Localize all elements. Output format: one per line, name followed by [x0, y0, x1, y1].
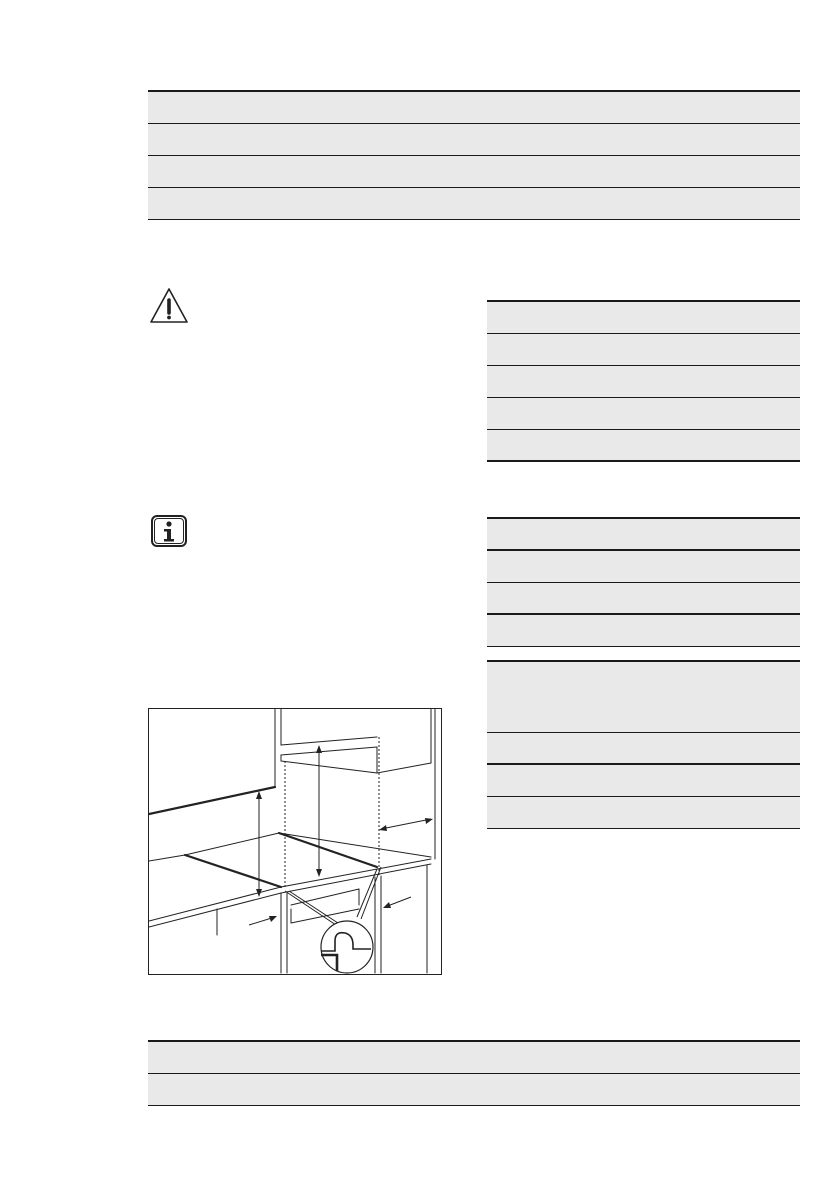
table-row [487, 765, 800, 797]
right-table-3 [487, 660, 800, 829]
table-row [487, 366, 800, 398]
table-row [148, 124, 800, 156]
table-row [487, 733, 800, 765]
table-row [487, 662, 800, 733]
table-row [487, 797, 800, 829]
table-row [148, 188, 800, 220]
table-row [487, 430, 800, 462]
top-table [148, 90, 800, 220]
info-icon [150, 514, 188, 548]
table-row [148, 1074, 800, 1106]
table-row [487, 583, 800, 615]
installation-diagram [148, 708, 442, 975]
bottom-table [148, 1040, 800, 1106]
table-row [148, 1042, 800, 1074]
right-table-1 [487, 300, 800, 462]
table-row [487, 615, 800, 647]
table-row [487, 334, 800, 366]
warning-triangle-icon [148, 286, 190, 326]
table-row [487, 302, 800, 334]
table-row [487, 551, 800, 583]
table-row [487, 519, 800, 551]
table-row [487, 398, 800, 430]
table-row [148, 156, 800, 188]
table-row [148, 92, 800, 124]
right-table-2 [487, 517, 800, 647]
